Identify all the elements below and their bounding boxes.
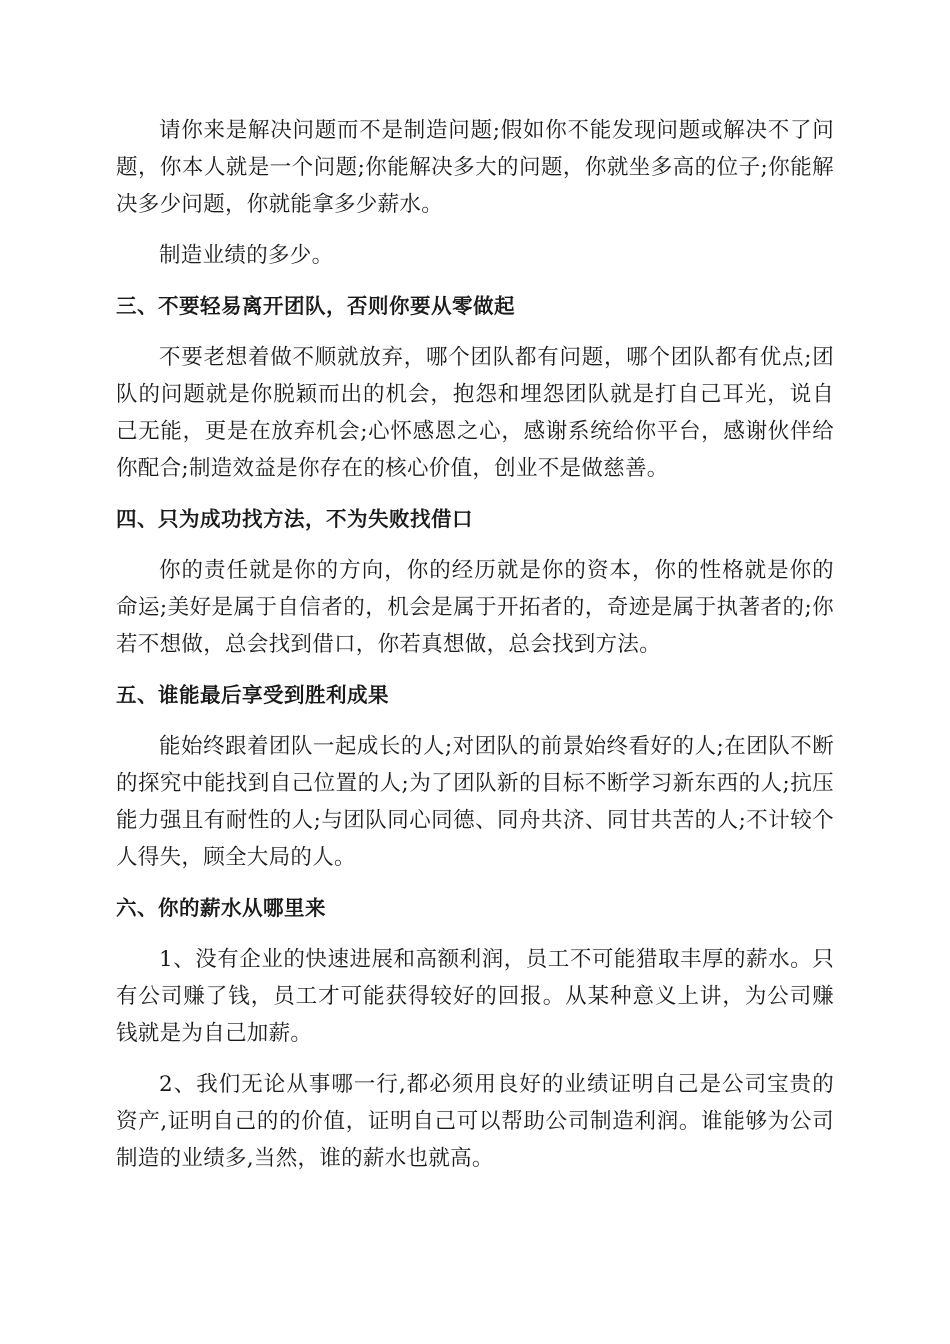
heading-section-3: 三、不要轻易离开团队，否则你要从零做起 [116, 294, 515, 318]
heading-section-5: 五、谁能最后享受到胜利成果 [116, 683, 389, 707]
paragraph-results: 能始终跟着团队一起成长的人;对团队的前景始终看好的人;在团队不断的探究中能找到自己位置的人;为了团队新的目标不断学习新东西的人;抗压能力强且有耐性的人;与团队同心同德、同舟共济、同甘共苦的人;不计较个人得失，顾全大局的人。 [116, 734, 834, 870]
heading-section-6: 六、你的薪水从哪里来 [116, 896, 326, 920]
paragraph-solve-problems: 请你来是解决问题而不是制造问题;假如你不能发现问题或解决不了问题，你本人就是一个问题;你能解决多大的问题，你就坐多高的位子;你能解决多少问题，你就能拿多少薪水。 [116, 118, 834, 217]
paragraph-performance: 制造业绩的多少。 [159, 243, 334, 268]
heading-section-4: 四、只为成功找方法，不为失败找借口 [116, 507, 473, 531]
paragraph-salary-1: 1、没有企业的快速进展和高额利润，员工不可能猎取丰厚的薪水。只有公司赚了钱，员工才可能获得较好的回报。从某种意义上讲，为公司赚钱就是为自己加薪。 [116, 947, 834, 1046]
document-page [116, 112, 834, 1191]
paragraph-salary-2: 2、我们无论从事哪一行,都必须用良好的业绩证明自己是公司宝贵的资产,证明自己的的价值，证明自己可以帮助公司制造利润。谁能够为公司制造的业绩多,当然，谁的薪水也就高。 [116, 1072, 834, 1171]
paragraph-methods: 你的责任就是你的方向，你的经历就是你的资本，你的性格就是你的命运;美好是属于自信者的，机会是属于开拓者的，奇迹是属于执著者的;你若不想做，总会找到借口，你若真想做，总会找到方法。 [116, 558, 834, 657]
paragraph-team: 不要老想着做不顺就放弃，哪个团队都有问题，哪个团队都有优点;团队的问题就是你脱颖而出的机会，抱怨和埋怨团队就是打自己耳光，说自己无能，更是在放弃机会;心怀感恩之心，感谢系统给你平台，感谢伙伴给你配合;制造效益是你存在的核心价值，创业不是做慈善。 [116, 345, 834, 481]
